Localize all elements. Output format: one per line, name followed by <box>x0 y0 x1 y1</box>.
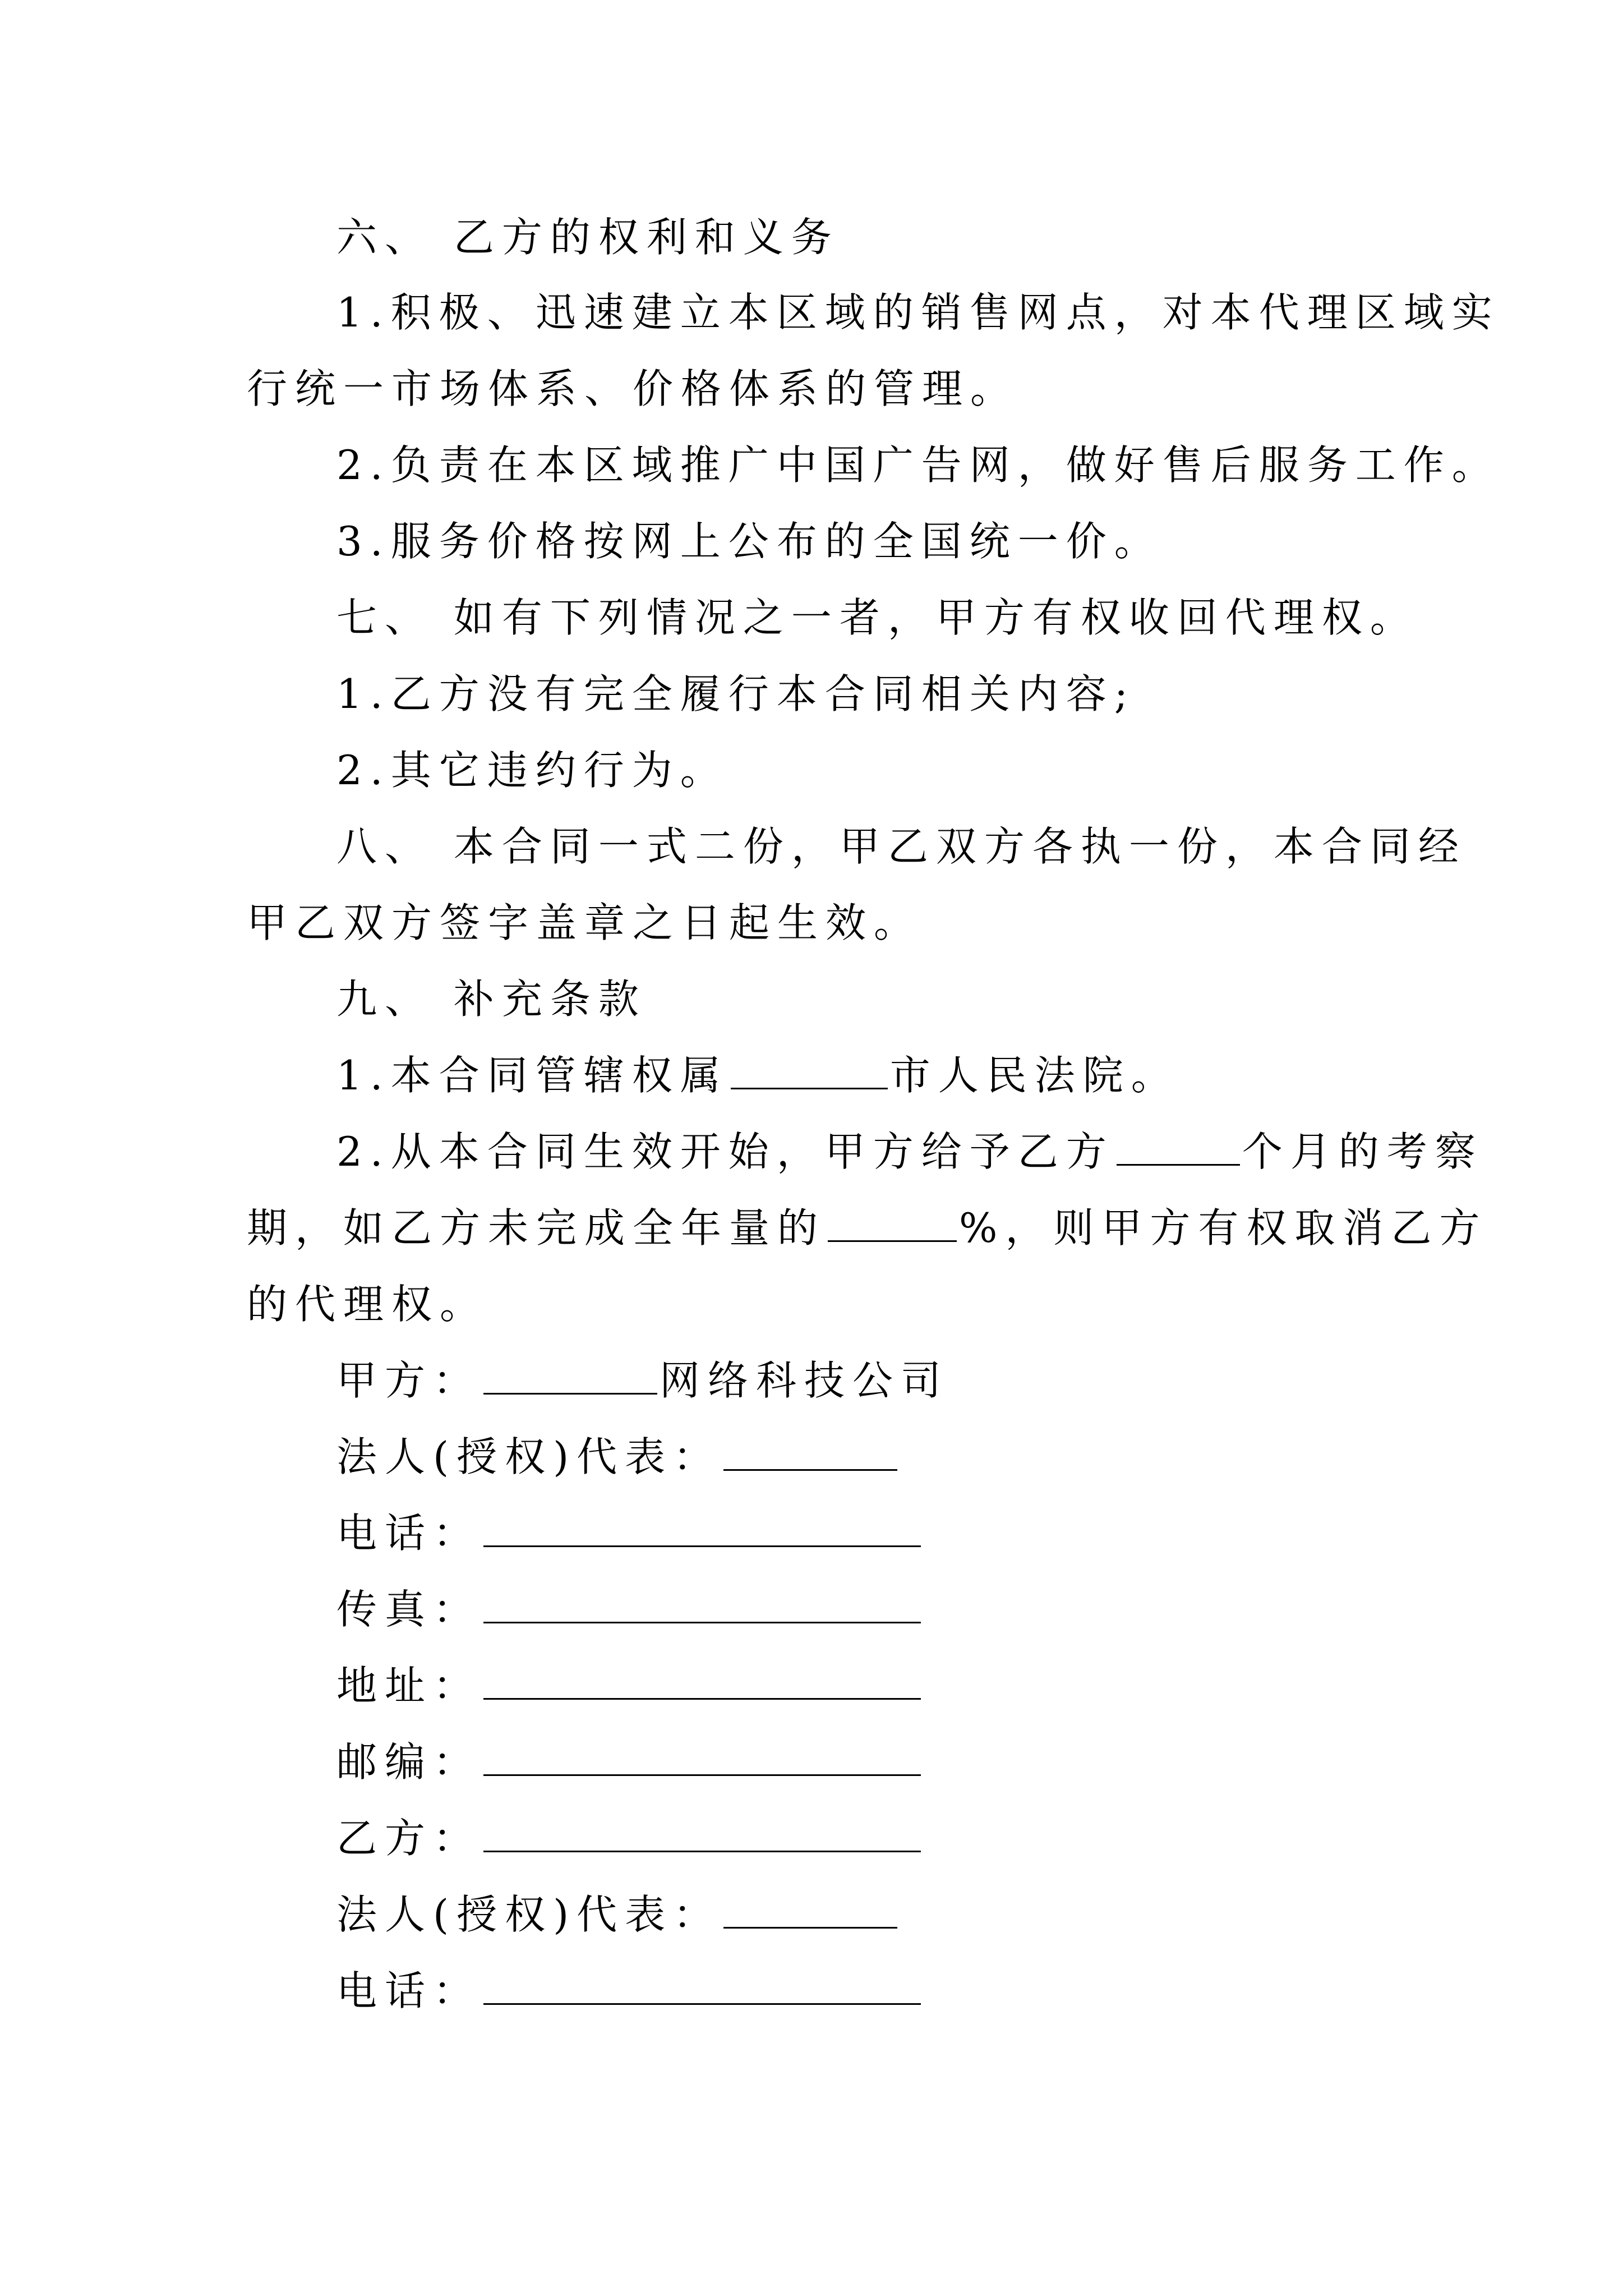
party-a-suffix: 网络科技公司 <box>660 1357 949 1404</box>
section-9-heading <box>336 974 1391 1024</box>
postcode-line <box>336 1737 1391 1787</box>
fax-blank <box>483 1589 921 1623</box>
address-line <box>336 1660 1391 1711</box>
address-label: 地址： <box>336 1662 482 1709</box>
section-9-item-1-suffix: 市人民法院。 <box>889 1052 1179 1099</box>
section-6-heading-text: 六、 乙方的权利和义务 <box>336 214 840 261</box>
section-6-heading <box>336 212 1391 263</box>
party-a-name-blank <box>483 1360 657 1395</box>
section-8-line-1 <box>336 821 1467 872</box>
party-a-line <box>336 1355 1391 1406</box>
section-9-item-1 <box>336 1050 1391 1101</box>
section-9-item-1-prefix: 1.本合同管辖权属 <box>336 1052 728 1099</box>
party-b-rep-line <box>336 1889 1391 1940</box>
section-8-text-1: 八、 本合同一式二份，甲乙双方各执一份，本合同经 <box>336 823 1467 870</box>
section-6-item-2-text: 2.负责在本区域推广中国广告网，做好售后服务工作。 <box>336 441 1500 489</box>
party-a-phone-line <box>336 1508 1391 1558</box>
fax-label: 传真： <box>336 1586 482 1633</box>
party-a-rep-line <box>336 1432 1391 1482</box>
party-b-line <box>336 1813 1391 1864</box>
postcode-label: 邮编： <box>336 1738 482 1786</box>
fax-line <box>336 1584 1391 1635</box>
party-b-phone-line <box>336 1966 1391 2016</box>
address-blank <box>483 1665 921 1700</box>
party-b-phone-label: 电话： <box>336 1967 482 2014</box>
party-b-name-blank <box>483 1818 921 1852</box>
section-8-line-2 <box>247 898 1391 948</box>
section-7-item-1-text: 1.乙方没有完全履行本合同相关内容; <box>336 670 1136 717</box>
party-b-label: 乙方： <box>336 1815 482 1862</box>
section-9-item-2-line-2-suffix: %，则甲方有权取消乙方 <box>959 1204 1488 1251</box>
section-7-heading <box>336 592 1418 643</box>
section-6-item-2 <box>336 440 1500 490</box>
party-a-rep-blank <box>723 1437 897 1471</box>
section-6-item-1-text-2: 行统一市场体系、价格体系的管理。 <box>247 365 1019 412</box>
section-7-item-2 <box>336 745 1391 795</box>
section-9-item-2-line-2-prefix: 期，如乙方未完成全年量的 <box>247 1204 826 1251</box>
section-6-item-1-text-1: 1.积极、迅速建立本区域的销售网点，对本代理区域实 <box>336 289 1500 336</box>
section-9-item-2-line-3-text: 的代理权。 <box>247 1281 488 1328</box>
party-a-phone-label: 电话： <box>336 1510 482 1557</box>
section-9-item-2-line-3 <box>247 1279 1391 1329</box>
section-6-item-1-line-2 <box>247 364 1391 414</box>
party-b-rep-label: 法人(授权)代表： <box>336 1891 722 1938</box>
section-9-heading-text: 九、 补充条款 <box>336 976 647 1023</box>
section-7-item-2-text: 2.其它违约行为。 <box>336 747 728 794</box>
postcode-blank <box>483 1742 921 1776</box>
party-b-phone-blank <box>483 1971 921 2005</box>
section-6-item-3 <box>336 516 1391 567</box>
party-a-phone-blank <box>483 1513 921 1547</box>
party-a-rep-label: 法人(授权)代表： <box>336 1433 722 1480</box>
section-9-item-2-prefix: 2.从本合同生效开始，甲方给予乙方 <box>336 1128 1114 1175</box>
section-6-item-1-line-1 <box>336 287 1500 338</box>
section-9-item-2-mid: 个月的考察 <box>1242 1128 1483 1175</box>
probation-months-blank <box>1117 1131 1240 1166</box>
section-7-item-1 <box>336 669 1391 719</box>
section-9-item-2-line-1 <box>336 1126 1483 1177</box>
section-7-heading-text: 七、 如有下列情况之一者，甲方有权收回代理权。 <box>336 594 1418 641</box>
annual-quota-percent-blank <box>828 1208 957 1242</box>
party-b-rep-blank <box>723 1894 897 1929</box>
section-8-text-2: 甲乙双方签字盖章之日起生效。 <box>247 899 923 946</box>
section-6-item-3-text: 3.服务价格按网上公布的全国统一价。 <box>336 518 1163 565</box>
court-city-blank <box>731 1055 888 1089</box>
party-a-label: 甲方： <box>336 1357 482 1404</box>
section-9-item-2-line-2 <box>247 1203 1488 1253</box>
